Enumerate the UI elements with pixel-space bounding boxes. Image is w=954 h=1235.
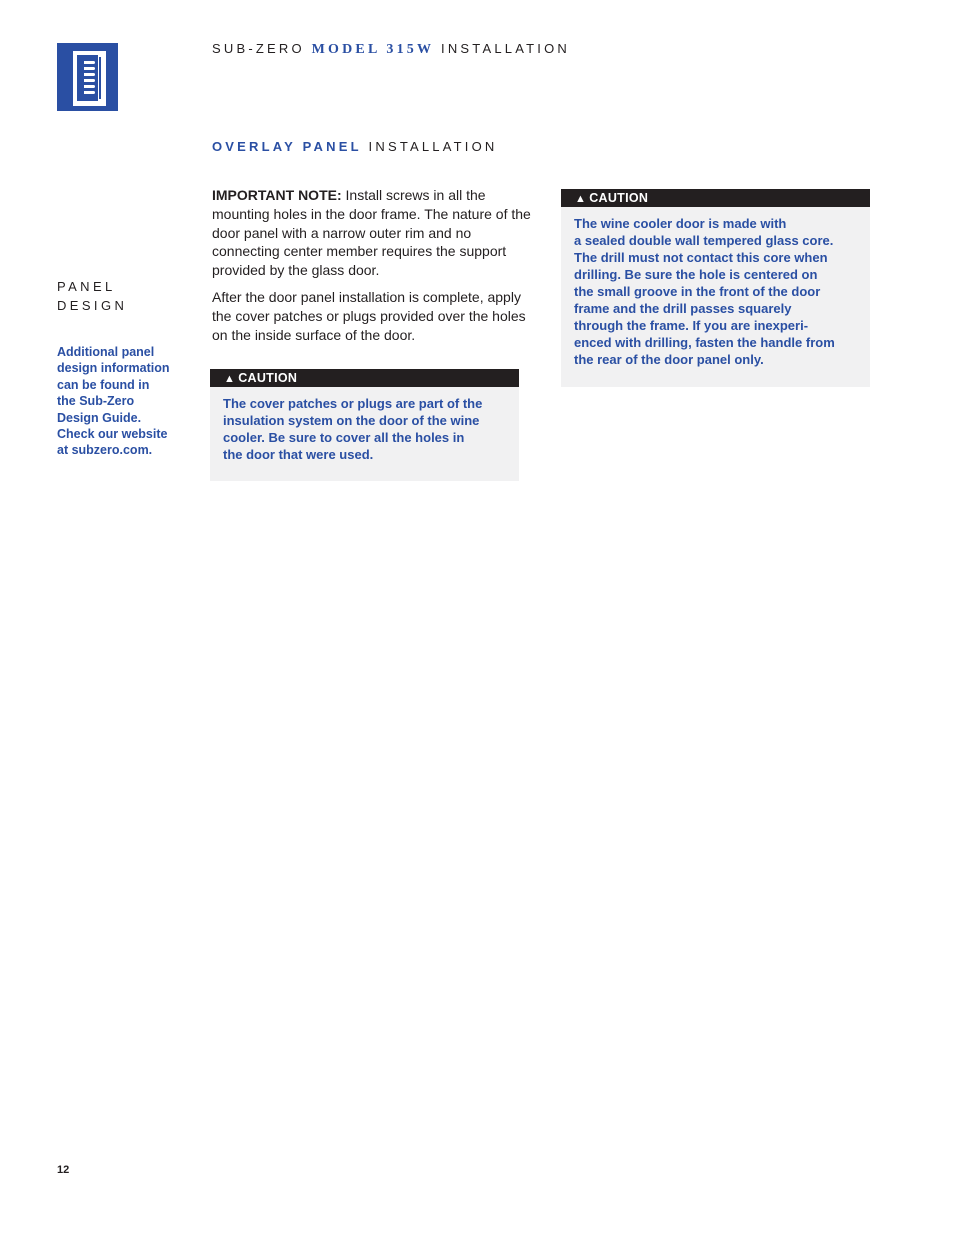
warning-triangle-icon: ▲	[224, 373, 236, 385]
section-title-rest: INSTALLATION	[368, 139, 498, 154]
page-header	[212, 41, 570, 58]
header-model: MODEL 315W	[311, 42, 435, 57]
important-note-text: Install screws in all the mounting holes in the door frame. The nature of the door panel with a narrow outer rim and no connecting center member requires the support provided by the glass door.	[212, 187, 531, 279]
sidebar-note: Additional panel design information can be found in the Sub-Zero Design Guide. Check our website at subzero.com.	[57, 345, 170, 458]
warning-triangle-icon: ▲	[575, 193, 587, 205]
caution-label: CAUTION	[238, 371, 298, 385]
section-title	[212, 139, 497, 154]
caution-text: The cover patches or plugs are part of the insulation system on the door of the wine cooler. Be sure to cover all the holes in the door that were used.	[223, 396, 483, 462]
completion-paragraph: After the door panel installation is complete, apply the cover patches or plugs provided over the holes on the inside surface of the door.	[212, 289, 526, 343]
caution-text: The wine cooler door is made with a sealed double wall tempered glass core. The drill must not contact this core when drilling. Be sure the hole is centered on the small groove in the front of the door frame and the drill passes squarely through the frame. If you are inexperi- enced with drilling, fasten the handle from the rear of the door panel only.	[574, 216, 835, 367]
caution-bar	[210, 369, 519, 387]
caution-label: CAUTION	[589, 191, 649, 205]
caution-box-drilling	[561, 189, 870, 387]
page-number: 12	[57, 1164, 70, 1176]
sidebar-heading: PANEL DESIGN	[57, 279, 128, 313]
important-note-paragraph	[212, 186, 537, 280]
caution-bar	[561, 189, 870, 207]
important-note-label: IMPORTANT NOTE:	[212, 187, 342, 203]
header-brand: SUB-ZERO	[212, 41, 305, 56]
header-suffix: INSTALLATION	[441, 41, 570, 56]
section-title-highlight: OVERLAY PANEL	[212, 139, 362, 154]
wine-cooler-logo-icon	[57, 43, 118, 111]
caution-box-cover-patches	[210, 369, 519, 481]
